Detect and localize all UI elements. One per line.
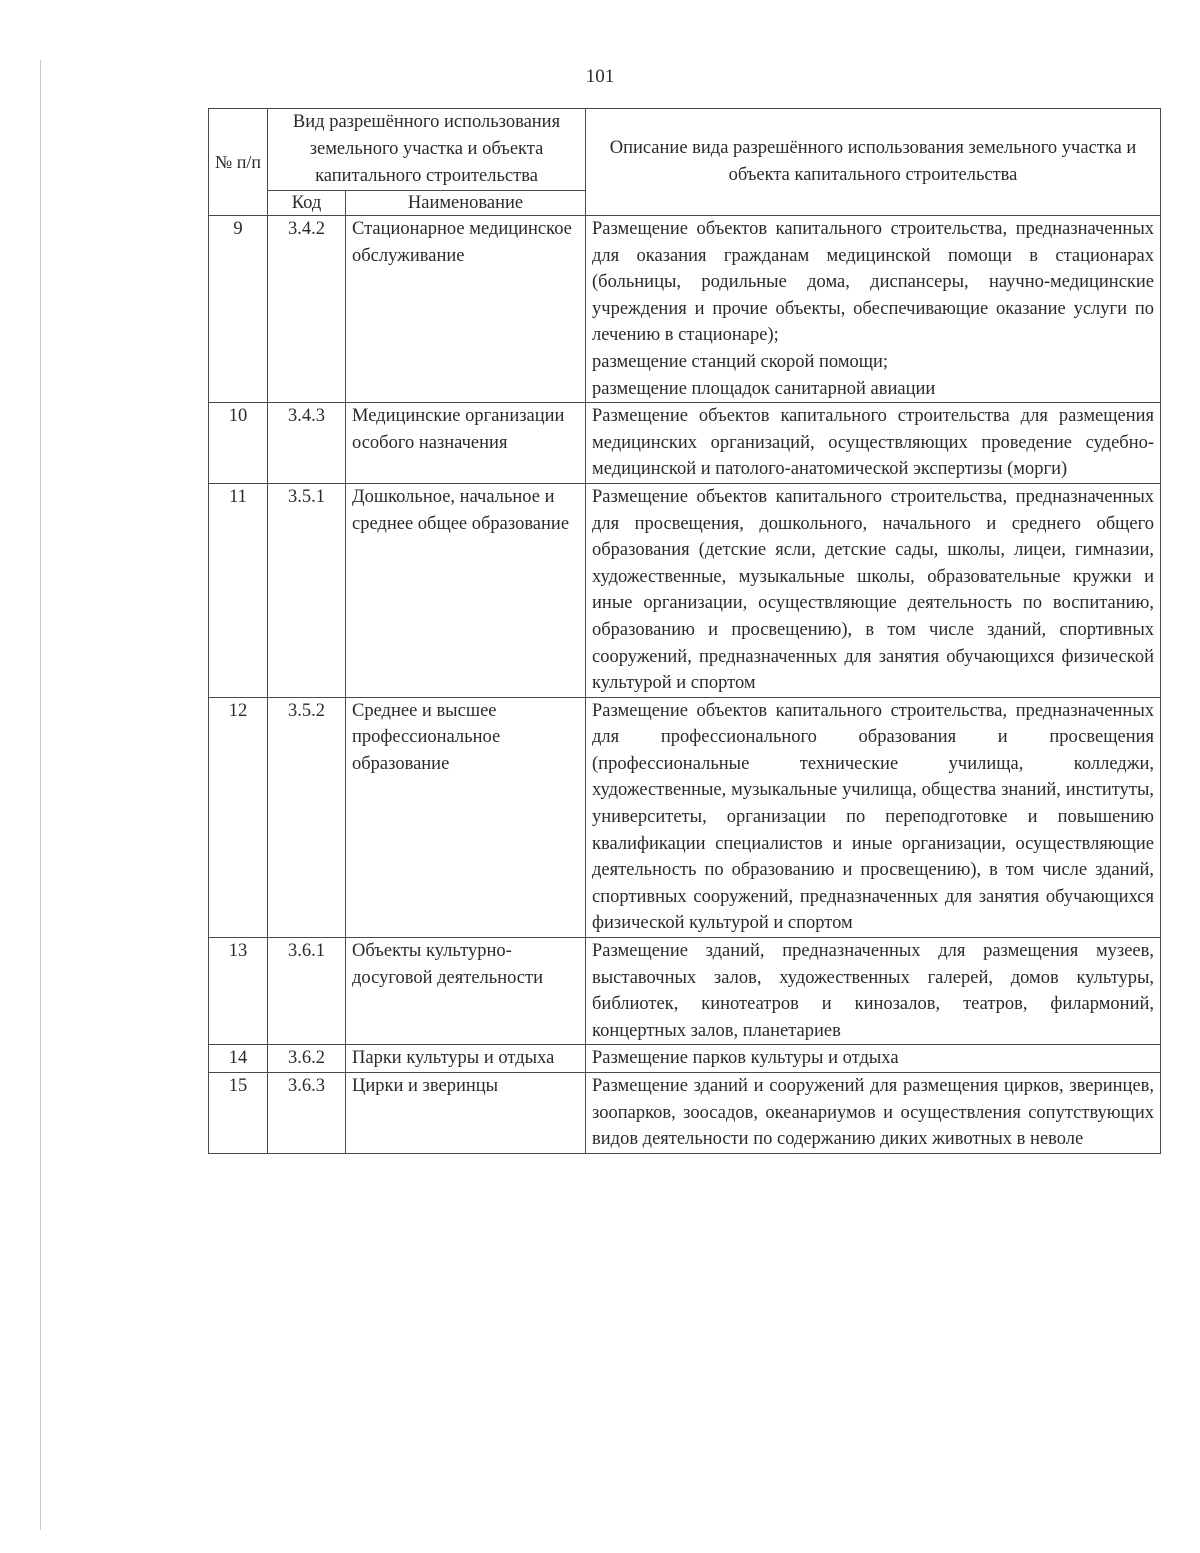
row-number: 15 <box>209 1073 268 1154</box>
row-name: Парки культуры и отдыха <box>346 1045 586 1073</box>
header-number: № п/п <box>209 109 268 216</box>
description-paragraph: Размещение объектов капитального строительства, предназначенных для просвещения, дошкольного, начального и среднего общего образования (детские ясли, детские сады, школы, лицеи, гимназии, художественные, музыкальные школы, образовательные кружки и иные организации, осуществляющие деятельность по воспитанию, образованию и просвещению), в том числе зданий, спортивных сооружений, предназначенных для занятия обучающихся физической культурой и спортом <box>592 486 1155 694</box>
description-paragraph: Размещение зданий, предназначенных для размещения музеев, выставочных залов, художественных галерей, домов культуры, библиотек, кинотеатров и кинозалов, театров, филармоний, концертных залов, планетариев <box>592 941 1155 1041</box>
row-code: 3.6.1 <box>268 938 346 1045</box>
land-use-table <box>208 108 1161 1154</box>
header-code: Код <box>268 191 346 216</box>
row-description <box>586 697 1161 937</box>
row-description <box>586 403 1161 484</box>
row-number: 11 <box>209 483 268 697</box>
table-row <box>209 1073 1161 1154</box>
row-name: Цирки и зверинцы <box>346 1073 586 1154</box>
row-code: 3.5.1 <box>268 483 346 697</box>
description-paragraph: Размещение зданий и сооружений для размещения цирков, зверинцев, зоопарков, зоосадов, океанариумов и осуществления сопутствующих видов деятельности по содержанию диких животных в неволе <box>592 1076 1155 1150</box>
row-number: 14 <box>209 1045 268 1073</box>
row-code: 3.6.2 <box>268 1045 346 1073</box>
header-description: Описание вида разрешённого использования земельного участка и объекта капитального строительства <box>586 109 1161 216</box>
row-number: 10 <box>209 403 268 484</box>
row-description <box>586 1073 1161 1154</box>
table-row <box>209 697 1161 937</box>
table-row <box>209 1045 1161 1073</box>
description-paragraph: Размещение объектов капитального строительства для размещения медицинских организаций, осуществляющих проведение судебно-медицинской и патолого-анатомической экспертизы (морги) <box>592 406 1155 480</box>
table-row <box>209 403 1161 484</box>
row-description <box>586 1045 1161 1073</box>
header-use-type: Вид разрешённого использования земельного участка и объекта капитального строительства <box>268 109 586 191</box>
row-code: 3.4.3 <box>268 403 346 484</box>
row-description <box>586 216 1161 403</box>
description-paragraph: Размещение объектов капитального строительства, предназначенных для профессионального образования и просвещения (профессиональные технические училища, колледжи, художественные, музыкальные училища, общества знаний, институты, университеты, организации по переподготовке и повышению квалификации специалистов и иные организации, осуществляющие деятельность по образованию и просвещению), в том числе зданий, спортивных сооружений, предназначенных для занятия обучающихся физической культурой и спортом <box>592 700 1155 934</box>
row-code: 3.5.2 <box>268 697 346 937</box>
row-name: Медицинские организации особого назначения <box>346 403 586 484</box>
row-code: 3.6.3 <box>268 1073 346 1154</box>
description-paragraph: Размещение парков культуры и отдыха <box>592 1048 899 1069</box>
header-name: Наименование <box>346 191 586 216</box>
row-name: Объекты культурно-досуговой деятельности <box>346 938 586 1045</box>
row-number: 9 <box>209 216 268 403</box>
description-paragraph: Размещение объектов капитального строительства, предназначенных для оказания гражданам медицинской помощи в стационарах (больницы, родильные дома, диспансеры, научно-медицинские учреждения и прочие объекты, обеспечивающие оказание услуги по лечению в стационаре); <box>592 219 1155 346</box>
row-number: 13 <box>209 938 268 1045</box>
row-description <box>586 938 1161 1045</box>
row-code: 3.4.2 <box>268 216 346 403</box>
page-number: 101 <box>585 66 615 87</box>
row-name: Среднее и высшее профессиональное образование <box>346 697 586 937</box>
row-name: Дошкольное, начальное и среднее общее образование <box>346 483 586 697</box>
row-description <box>586 483 1161 697</box>
row-name: Стационарное медицинское обслуживание <box>346 216 586 403</box>
table-row <box>209 938 1161 1045</box>
table-row <box>209 483 1161 697</box>
description-paragraph: размещение станций скорой помощи; <box>592 351 889 372</box>
table-row <box>209 216 1161 403</box>
description-paragraph: размещение площадок санитарной авиации <box>592 378 936 399</box>
margin-line <box>40 60 41 1530</box>
row-number: 12 <box>209 697 268 937</box>
